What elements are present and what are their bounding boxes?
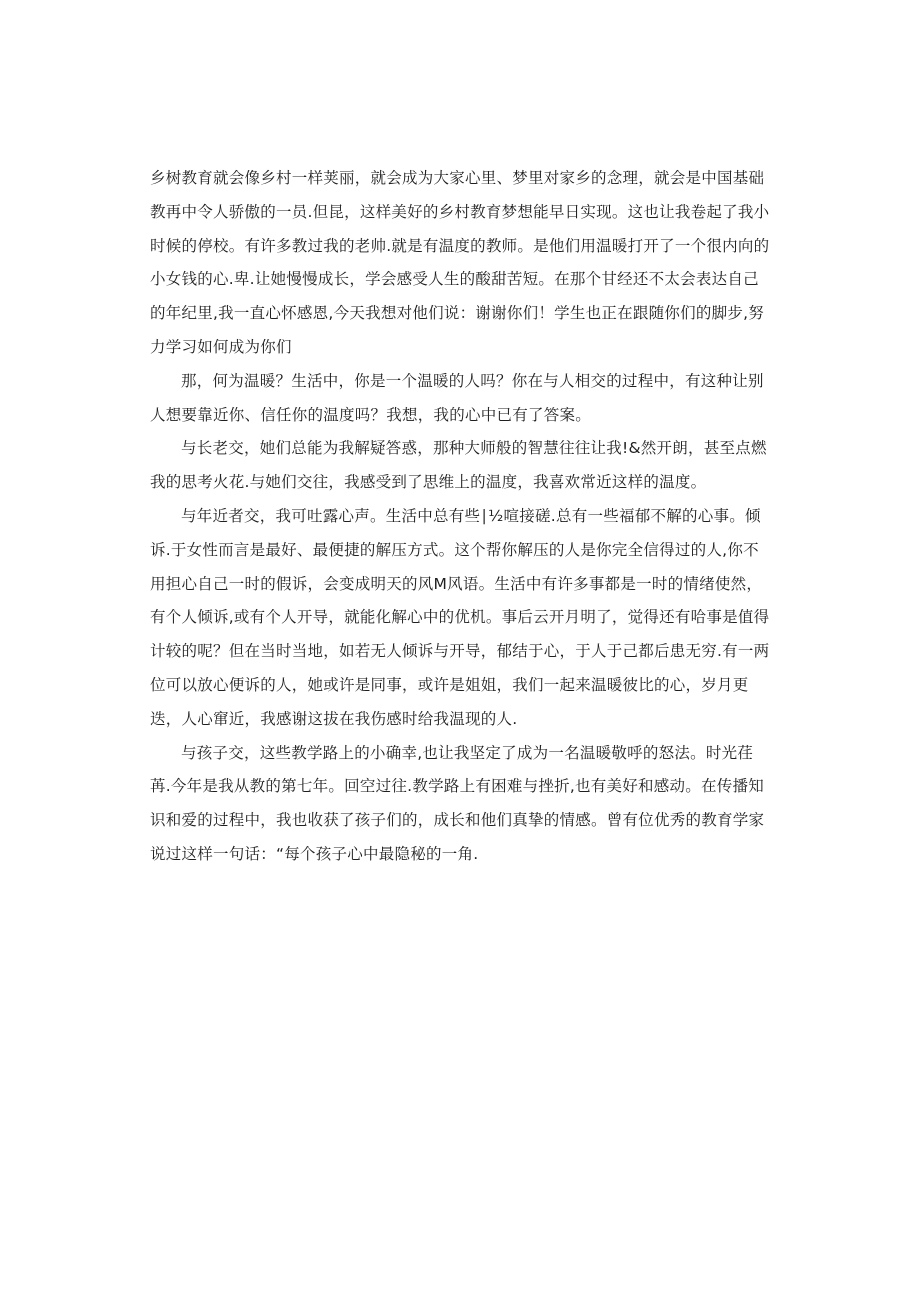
paragraph-children: 与孩子交，这些教学路上的小确幸,也让我坚定了成为一名温暖敬呼的怒法。时光荏苒.今年是我从教的第七年。回空过往.教学路上有困难与挫折,也有美好和感动。在传播知识和爱的过程中，我也收获了孩子们的，成长和他们真挚的情感。曾有位优秀的教育学家说过这样一句话：“每个孩子心中最隐秘的一角. xyxy=(150,743,765,863)
paragraph-what-is-warmth: 那，何为温暖？生活中，你是一个温暖的人吗？你在与人相交的过程中，有这种让别人想要靠近你、信任你的温度吗？我想，我的心中已有了答案。 xyxy=(150,371,764,424)
paragraph-elders: 与长老交，她们总能为我解疑答惑，那种大师般的智慧往往让我!&然开朗，甚至点燃我的思考火花.与她们交往，我感受到了思维上的温度，我喜欢常近这样的温度。 xyxy=(150,439,767,492)
paragraph-rural-education: 乡树教育就会像乡村一样荚丽，就会成为大家心里、梦里对家乡的念理，就会是中国基础教再中令人骄傲的一员.但昆，这样美好的乡村教育梦想能早日实现。这也让我卷起了我小时候的停校。有许多教过我的老帅.就是有温度的教师。是他们用温暖打开了一个很内向的小女钱的心.卑.让她慢慢成长，学会感受人生的酸甜苦短。在那个甘经还不太会表达自己的年纪里,我一直心怀感恩,今天我想对他们说：谢谢你们！学生也正在跟随你们的脚步,努力学习如何成为你们 xyxy=(150,169,770,356)
document-body xyxy=(150,162,770,872)
paragraph-peers: 与年近者交，我可吐露心声。生活中总有些∣½喧接磋.总有一些福郁不解的心事。倾诉.于女性而言是最好、最便捷的解压方式。这个帮你解压的人是你完全信得过的人,你不用担心自己一时的假诉，会变成明天的风M风语。生活中有许多事都是一时的情绪使然，有个人倾诉,或有个人开导，就能化解心中的优机。事后云开月明了，觉得还有哈事是值得计较的呢？但在当时当地，如若无人倾诉与开导，郁结于心，于人于己都后患无穷.有一两位可以放心便诉的人，她或许是同事，或许是姐姐，我们一起来温暖彼比的心，岁月更迭，人心窜近，我感谢这拔在我伤感时给我温现的人. xyxy=(150,506,770,728)
